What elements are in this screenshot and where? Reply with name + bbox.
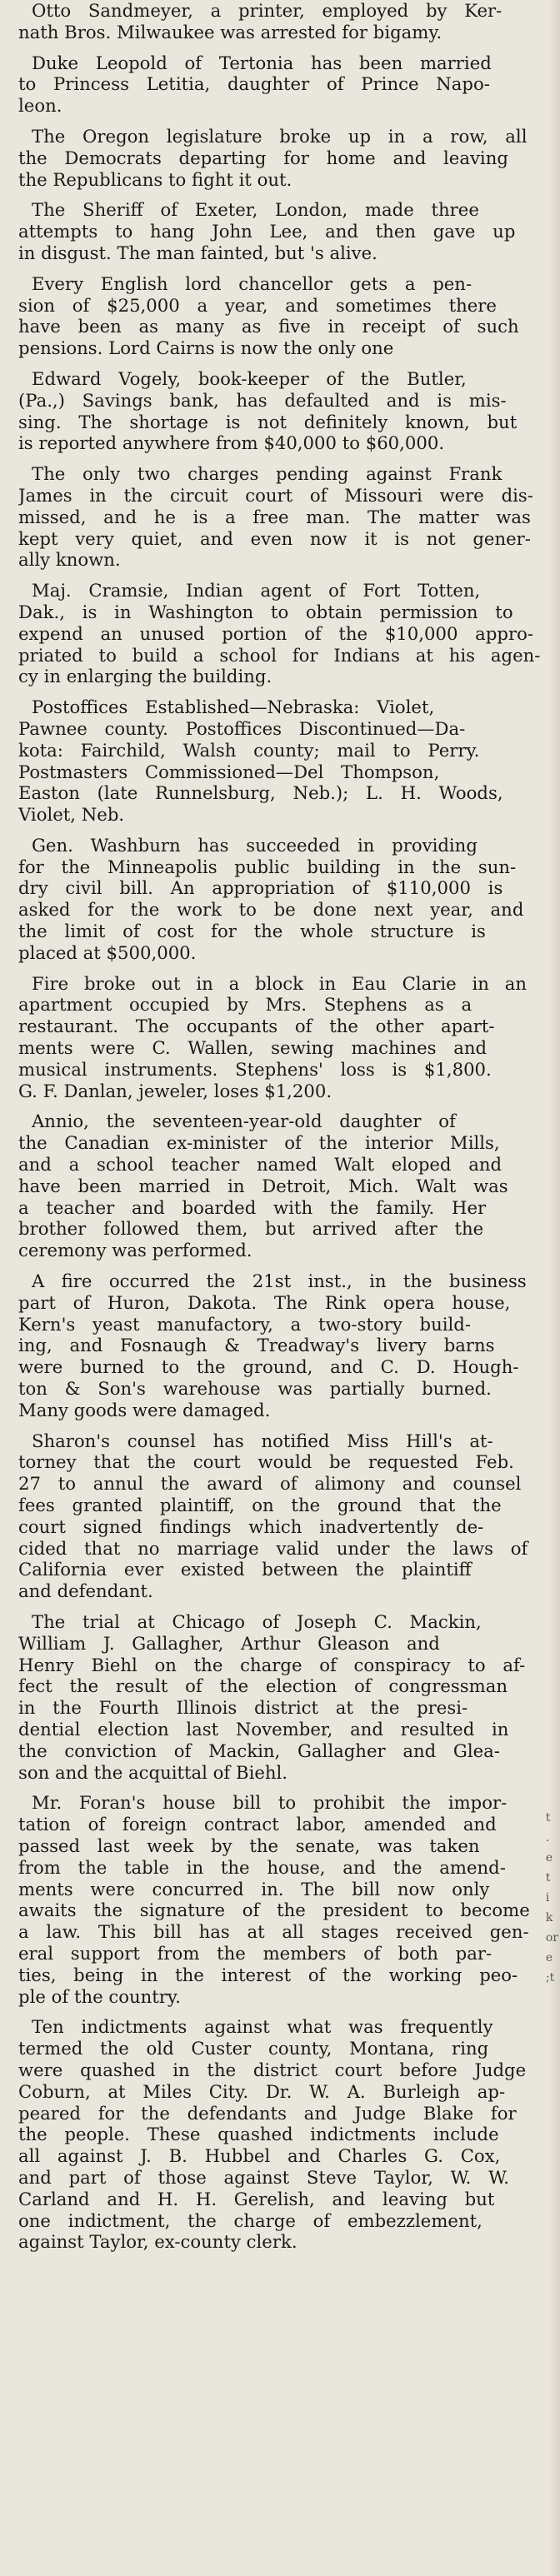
news-item-line: Duke Leopold of Tertonia has been married — [32, 52, 492, 73]
news-item-line: ments were C. Wallen, sewing machines and — [18, 1037, 488, 1059]
news-item-line: Every English lord chancellor gets a pen- — [32, 272, 472, 294]
news-item-line: the Canadian ex-minister of the interior Mills, — [18, 1132, 500, 1154]
news-item-line: restaurant. The occupants of the other apart- — [18, 1016, 495, 1037]
news-item-line: court signed findings which inadvertently de- — [18, 1515, 484, 1537]
news-item-line: The Sheriff of Exeter, London, made three — [32, 199, 479, 221]
news-item-line: passed last week by the senate, was taken — [18, 1835, 480, 1856]
news-item-line: Otto Sandmeyer, a printer, employed by Ker- — [32, 0, 502, 21]
news-item — [18, 0, 540, 43]
news-item-line: placed at $500,000. — [18, 941, 197, 963]
news-item-line: dential election last November, and resulted in — [18, 1718, 509, 1740]
news-item — [18, 126, 540, 190]
news-item-line: and part of those against Steve Taylor, W. W. — [18, 2166, 509, 2188]
news-item-line: ton & Son's warehouse was partially burned. — [18, 1378, 492, 1400]
news-item-line: Ten indictments against what was frequently — [32, 2016, 493, 2038]
news-item-line: is reported anywhere from $40,000 to $60,000. — [18, 432, 445, 454]
news-item-line: The only two charges pending against Frank — [32, 463, 502, 485]
news-item-line: from the table in the house, and the amend- — [18, 1856, 506, 1878]
news-item-line: awaits the signature of the president to become — [18, 1900, 530, 1921]
news-item-line: Postoffices Established—Nebraska: Violet, — [32, 696, 435, 718]
news-item-line: Annio, the seventeen-year-old daughter of — [32, 1111, 456, 1132]
news-item-line: James in the circuit court of Missouri were dis- — [18, 484, 533, 506]
news-item-line: G. F. Danlan, jeweler, loses $1,200. — [18, 1080, 332, 1101]
news-item-line: in the Fourth Illinois district at the presi- — [18, 1697, 468, 1719]
news-item-line: asked for the work to be done next year, and — [18, 899, 524, 921]
news-item-line: dry civil bill. An appropriation of $110,000 is — [18, 877, 503, 899]
news-item-line: The trial at Chicago of Joseph C. Mackin, — [32, 1610, 482, 1632]
news-item — [18, 1271, 540, 1421]
news-item-line: Many goods were damaged. — [18, 1399, 271, 1420]
news-item-line: Violet, Neb. — [18, 804, 125, 826]
news-item-line: cy in enlarging the building. — [18, 666, 272, 687]
news-item-line: were quashed in the district court before Judge — [18, 2059, 527, 2080]
news-item-line: ally known. — [18, 549, 121, 571]
news-item-line: to Princess Letitia, daughter of Prince Napo- — [18, 73, 490, 95]
news-item-line: sing. The shortage is not definitely known, but — [18, 411, 518, 432]
news-item-line: the Democrats departing for home and leaving — [18, 147, 508, 168]
news-item-line: kota: Fairchild, Walsh county; mail to Perry. — [18, 739, 480, 761]
news-item-line: brother followed them, but arrived after the — [18, 1218, 484, 1240]
news-item-line: Sharon's counsel has notified Miss Hill's at- — [32, 1430, 493, 1451]
news-item-line: for the Minneapolis public building in the sun- — [18, 856, 517, 877]
news-item-line: kept very quiet, and even now it is not gener- — [18, 527, 531, 549]
news-item-line: were burned to the ground, and C. D. Hough- — [18, 1356, 519, 1378]
news-item — [18, 973, 540, 1102]
news-item-line: Easton (late Runnelsburg, Neb.); L. H. Woods, — [18, 782, 503, 804]
news-item-line: have been married in Detroit, Mich. Walt was — [18, 1175, 508, 1196]
news-item — [18, 463, 540, 571]
news-item — [18, 1111, 540, 1261]
news-item-line: Carland and H. H. Gerelish, and leaving but — [18, 2188, 495, 2209]
page-edge — [545, 0, 560, 2576]
news-item-line: a law. This bill has at all stages received gen- — [18, 1921, 529, 1943]
news-item-line: Fire broke out in a block in Eau Clarie in an — [32, 972, 528, 994]
news-item-line: nath Bros. Milwaukee was arrested for bigamy. — [18, 21, 442, 42]
news-item-line: and a school teacher named Walt eloped and — [18, 1154, 502, 1176]
news-item-line: termed the old Custer county, Montana, ring — [18, 2038, 489, 2059]
news-item-line: expend an unused portion of the $10,000 appro- — [18, 622, 533, 644]
news-item-line: 27 to annul the award of alimony and counsel — [18, 1473, 522, 1495]
news-item-line: Coburn, at Miles City. Dr. W. A. Burleigh ap- — [18, 2080, 506, 2102]
news-item-line: one indictment, the charge of embezzlement, — [18, 2209, 482, 2231]
news-item-line: and defendant. — [18, 1580, 153, 1602]
news-item-line: Gen. Washburn has succeeded in providing — [32, 834, 478, 856]
news-item-line: ties, being in the interest of the working peo- — [18, 1964, 518, 1985]
news-column — [18, 0, 540, 2262]
news-item-line: the conviction of Mackin, Gallagher and Glea- — [18, 1740, 500, 1761]
news-item — [18, 1611, 540, 1783]
news-item-line: a teacher and boarded with the family. Her — [18, 1196, 487, 1218]
news-item — [18, 1792, 540, 2007]
news-item-line: missed, and he is a free man. The matter was — [18, 506, 531, 527]
news-item-line: part of Huron, Dakota. The Rink opera house, — [18, 1291, 511, 1313]
news-item-line: ceremony was performed. — [18, 1240, 252, 1261]
news-item-line: musical instruments. Stephens' loss is $1,800. — [18, 1058, 492, 1080]
news-item-line: Henry Biehl on the charge of conspiracy to af- — [18, 1654, 526, 1675]
news-item — [18, 368, 540, 454]
news-item-line: ple of the country. — [18, 1985, 181, 2007]
news-item-line: the people. These quashed indictments include — [18, 2124, 499, 2145]
news-item-line: the limit of cost for the whole structure is — [18, 921, 486, 942]
news-item-line: son and the acquittal of Biehl. — [18, 1761, 288, 1783]
news-item-line: all against J. B. Hubbel and Charles G. Cox, — [18, 2145, 501, 2167]
news-item — [18, 580, 540, 687]
news-item-line: California ever existed between the plaintiff — [18, 1559, 472, 1580]
news-item-line: the Republicans to fight it out. — [18, 168, 292, 190]
news-item-line: ing, and Fosnaugh & Treadway's livery barns — [18, 1335, 495, 1356]
news-item-line: have been as many as five in receipt of such — [18, 316, 519, 337]
news-item-line: against Taylor, ex-county clerk. — [18, 2231, 298, 2253]
news-item-line: pensions. Lord Cairns is now the only one — [18, 337, 394, 359]
news-item-line: (Pa.,) Savings bank, has defaulted and is mis- — [18, 389, 507, 411]
news-item-line: eral support from the members of both par- — [18, 1942, 492, 1964]
news-item-line: leon. — [18, 95, 62, 117]
news-item-line: Dak., is in Washington to obtain permission to — [18, 601, 513, 622]
news-item-line: attempts to hang John Lee, and then gave up — [18, 221, 516, 242]
news-item-line: peared for the defendants and Judge Blake for — [18, 2102, 517, 2124]
news-item — [18, 2016, 540, 2253]
news-item-line: priated to build a school for Indians at his agen- — [18, 644, 540, 666]
news-item-line: in disgust. The man fainted, but 's alive. — [18, 242, 378, 263]
news-item — [18, 199, 540, 263]
news-item-line: Postmasters Commissioned—Del Thompson, — [18, 761, 440, 782]
news-item — [18, 835, 540, 964]
news-item-line: sion of $25,000 a year, and sometimes there — [18, 294, 497, 316]
news-item-line: fees granted plaintiff, on the ground that the — [18, 1495, 502, 1515]
news-item-line: Kern's yeast manufactory, a two-story build- — [18, 1313, 472, 1335]
news-item-line: Maj. Cramsie, Indian agent of Fort Totten, — [32, 580, 481, 602]
news-item-line: Pawnee county. Postoffices Discontinued—Da- — [18, 717, 466, 739]
news-item-line: ments were concurred in. The bill now only — [18, 1878, 490, 1900]
news-item — [18, 696, 540, 826]
news-item-line: Mr. Foran's house bill to prohibit the impor- — [32, 1792, 508, 1814]
news-item-line: apartment occupied by Mrs. Stephens as a — [18, 994, 472, 1016]
news-item-line: The Oregon legislature broke up in a row, all — [32, 125, 528, 147]
news-item-line: torney that the court would be requested Feb. — [18, 1451, 514, 1473]
news-item-line: William J. Gallagher, Arthur Gleason and — [18, 1632, 440, 1654]
news-item-line: Edward Vogely, book-keeper of the Butler, — [32, 367, 467, 389]
news-item — [18, 273, 540, 359]
news-item — [18, 52, 540, 117]
adjacent-column-fragments: t . e t i k or e ;t — [545, 1811, 558, 1984]
news-item-line: tation of foreign contract labor, amended and — [18, 1814, 497, 1835]
news-item-line: fect the result of the election of congressman — [18, 1675, 508, 1697]
news-item-line: cided that no marriage valid under the laws of — [18, 1537, 528, 1559]
news-item — [18, 1430, 540, 1602]
news-item-line: A fire occurred the 21st inst., in the business — [32, 1271, 527, 1292]
